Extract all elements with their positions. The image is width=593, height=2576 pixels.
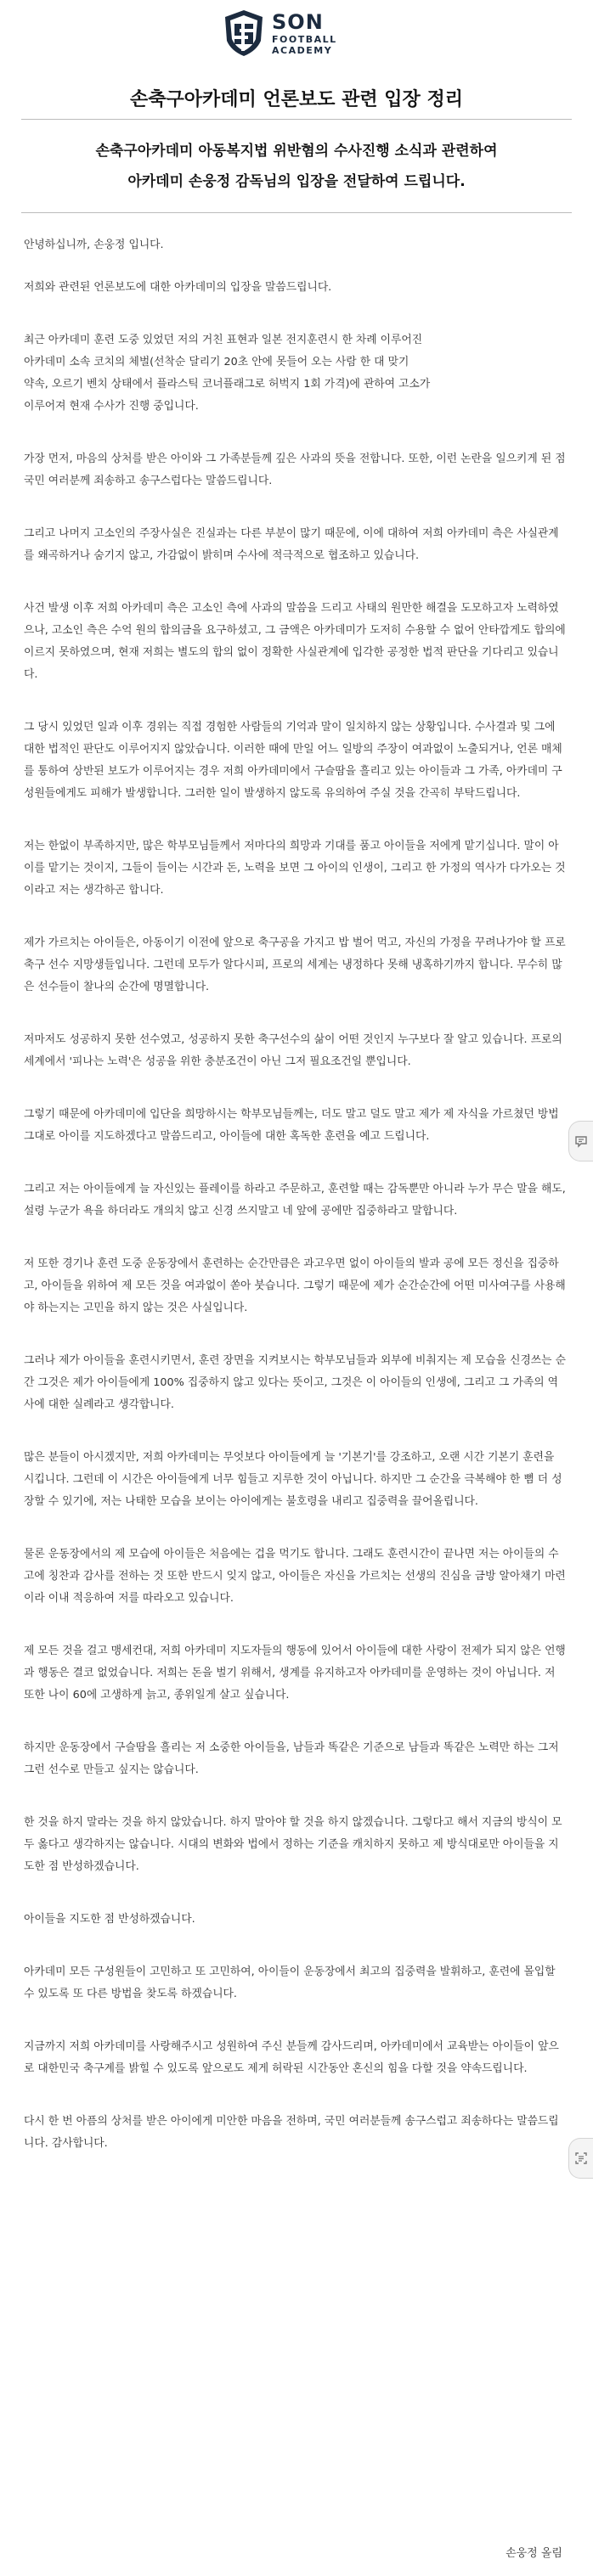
- paragraph-text: 최근 아카데미 훈련 도중 있었던 저의 거친 표현과 일본 전지훈련시 한 차례 이루어진: [24, 334, 423, 346]
- paragraph-gap: [24, 805, 568, 835]
- paragraph-text: 그리고 저는 아이들에게 늘 자신있는 플레이를 하라고 주문하고, 훈련할 때는 감독뿐만 아니라 누가 무슨 말을 해도, 설령 누군가 욕을 하더라도 개의치 않고 신경 쓰지말고 네 앞에 공에만 집중하라고 말합니다.: [24, 1183, 566, 1218]
- paragraph-text: 아카데미 소속 코치의 체벌(선착순 달리기 20초 안에 못들어 오는 사람 한 대 맞기: [24, 356, 409, 368]
- paragraph-gap: [24, 256, 568, 277]
- paragraph-text: 지금까지 저희 아카데미를 사랑해주시고 성원하여 주신 분들께 감사드리며, 아카데미에서 교육받는 아이들이 앞으로 대한민국 축구계를 밝힐 수 있도록 앞으로도 제게 허락된 시간동안 혼신의 힘을 다할 것을 약속드립니다.: [24, 2040, 559, 2075]
- paragraph-gap: [24, 1707, 568, 1737]
- statement-paragraph: [24, 1909, 568, 1931]
- statement-paragraph: [24, 2111, 568, 2155]
- statement-paragraph: [24, 1253, 568, 1319]
- statement-paragraph: [24, 234, 568, 256]
- statement-paragraph: [24, 1447, 568, 1513]
- paragraph-text: 저는 한없이 부족하지만, 많은 학부모님들께서 저마다의 희망과 기대를 품고 아이들을 저에게 맡기십니다. 말이 아이를 맡기는 것이지, 그들이 들이는 시간과 돈, 노력을 보면 그 아이의 인생이, 그리고 한 가정의 역사가 다가오는 것이라고 저는 생각하곤 합니다.: [24, 840, 566, 897]
- title-divider: [21, 119, 572, 120]
- statement-paragraph: [24, 1178, 568, 1223]
- paragraph-gap: [24, 2005, 568, 2036]
- paragraph-gap: [24, 299, 568, 329]
- statement-paragraph: [24, 277, 568, 299]
- paragraph-gap: [24, 998, 568, 1029]
- paragraph-text: 그 당시 있었던 일과 이후 경위는 직접 경험한 사람들의 기억과 말이 일치하지 않는 상황입니다. 수사결과 및 그에 대한 법적인 판단도 이루어지지 않았습니다. 이러한 때에 만일 어느 일방의 주장이 여과없이 노출되거나, 언론 매체를 통하여 상반된 보도가 이루어지는 경우 저희 아카데미에서 구슬땀을 흘리고 있는 아이들과 그 가족, 아카데미 구성원들에게도 피해가 발생합니다. 그러한 일이 발생하지 않도록 유의하여 주실 것을 간곡히 부탁드립니다.: [24, 721, 562, 800]
- paragraph-gap: [24, 1073, 568, 1104]
- statement-paragraph: [24, 717, 568, 805]
- paragraph-gap: [24, 2080, 568, 2111]
- paragraph-gap: [24, 1223, 568, 1253]
- paragraph-gap: [24, 902, 568, 932]
- paragraph-gap: [24, 1931, 568, 1961]
- paragraph-text: 저 또한 경기나 훈련 도중 운동장에서 훈련하는 순간만큼은 과고우면 없이 아이들의 발과 공에 모든 정신을 집중하고, 아이들을 위하여 제 모든 것을 여과없이 쏟아 붓습니다. 그렇기 때문에 제가 순간순간에 어떤 미사여구를 사용해야 하는지는 고민을 하지 않는 것은 사실입니다.: [24, 1257, 566, 1314]
- paragraph-gap: [24, 1513, 568, 1544]
- statement-paragraph: [24, 448, 568, 492]
- logo-line-football: FOOTBALL: [272, 33, 337, 45]
- paragraph-text: 안녕하십니까, 손웅정 입니다.: [24, 239, 164, 251]
- paragraph-gap: [24, 567, 568, 598]
- paragraph-gap: [24, 1878, 568, 1909]
- paragraph-text: 저희와 관련된 언론보도에 대한 아카데미의 입장을 말씀드립니다.: [24, 281, 332, 294]
- statement-paragraph: [24, 1544, 568, 1610]
- paragraph-gap: [24, 492, 568, 523]
- subtitle-line-1: 손축구아카데미 아동복지법 위반혐의 수사진행 소식과 관련하여: [95, 143, 498, 160]
- statement-paragraph: [24, 835, 568, 902]
- paragraph-text: 제 모든 것을 걸고 맹세컨대, 저희 아카데미 지도자들의 행동에 있어서 아이들에 대한 사랑이 전제가 되지 않은 언행과 행동은 결코 없었습니다. 저희는 돈을 벌기 위해서, 생계를 유지하고자 아카데미를 운영하는 것이 아닙니다. 저 또한 나이 60에 고생하게 늙고, 종위일게 살고 싶습니다.: [24, 1645, 566, 1701]
- paragraph-text: 저마저도 성공하지 못한 선수였고, 성공하지 못한 축구선수의 삶이 어떤 것인지 누구보다 잘 알고 있습니다. 프로의 세계에서 '피나는 노력'은 성공을 위한 충분조건이 아닌 그저 필요조건일 뿐입니다.: [24, 1033, 562, 1068]
- paragraph-text: 그렇기 때문에 아카데미에 입단을 희망하시는 학부모님들께는, 더도 말고 덜도 말고 제가 제 자식을 가르쳤던 방법 그대로 아이를 지도하겠다고 말씀드리고, 아이들에 대한 혹독한 훈련을 예고 드립니다.: [24, 1108, 559, 1143]
- statement-body: [24, 234, 568, 2155]
- subtitle-line-2: 아카데미 손웅정 감독님의 입장을 전달하여 드립니다.: [127, 173, 466, 190]
- paragraph-text: 아이들을 지도한 점 반성하겠습니다.: [24, 1913, 195, 1926]
- statement-paragraph: [24, 1812, 568, 1878]
- statement-paragraph: [24, 329, 568, 418]
- paragraph-gap: [24, 1148, 568, 1178]
- statement-paragraph: [24, 2036, 568, 2080]
- paragraph-text: 제가 가르치는 아이들은, 아동이기 이전에 앞으로 축구공을 가지고 밥 벌어 먹고, 자신의 가정을 꾸려나가야 할 프로축구 선수 지망생들입니다. 그런데 모두가 알다시피, 프로의 세계는 냉정하다 못해 냉혹하기까지 합니다. 무수히 많은 선수들이 찰나의 순간에 명멸합니다.: [24, 936, 566, 993]
- paragraph-gap: [24, 1319, 568, 1350]
- statement-paragraph: [24, 1961, 568, 2005]
- academy-logo: [223, 8, 337, 58]
- page-title: 손축구아카데미 언론보도 관련 입장 정리: [130, 89, 463, 110]
- statement-paragraph: [24, 1029, 568, 1073]
- paragraph-text: 한 것을 하지 말라는 것을 하지 않았습니다. 하지 말아야 할 것을 하지 않겠습니다. 그렇다고 해서 지금의 방식이 모두 옳다고 생각하지는 않습니다. 시대의 변화와 법에서 정하는 기준을 캐치하지 못하고 제 방식대로만 아이들을 지도한 점 반성하겠습니다.: [24, 1816, 562, 1873]
- paragraph-text: 약속, 오르기 벤치 상태에서 플라스틱 코너플래그로 허벅지 1회 가격)에 관하여 고소가: [24, 378, 431, 391]
- document-scan-icon: [574, 2151, 588, 2165]
- paragraph-gap: [24, 686, 568, 717]
- statement-paragraph: [24, 1737, 568, 1781]
- feedback-icon: [574, 1134, 588, 1148]
- paragraph-text: 그리고 나머지 고소인의 주장사실은 진실과는 다른 부분이 많기 때문에, 이에 대하여 저희 아카데미 측은 사실관계를 왜곡하거나 숨기지 않고, 가감없이 밝히며 수사에 적극적으로 협조하고 있습니다.: [24, 527, 559, 562]
- subtitle-divider: [21, 212, 572, 213]
- scan-button[interactable]: [568, 2138, 593, 2179]
- paragraph-text: 가장 먼저, 마음의 상처를 받은 아이와 그 가족분들께 깊은 사과의 뜻을 전합니다. 또한, 이런 논란을 일으키게 된 점 국민 여러분께 죄송하고 송구스럽다는 말씀드립니다.: [24, 453, 566, 487]
- logo-line-academy: ACADEMY: [272, 44, 333, 56]
- feedback-button[interactable]: [568, 1121, 593, 1161]
- paragraph-text: 이루어져 현재 수사가 진행 중입니다.: [24, 400, 199, 413]
- signature: 손웅정 올림: [505, 2547, 562, 2560]
- paragraph-text: 아카데미 모든 구성원들이 고민하고 또 고민하여, 아이들이 운동장에서 최고의 집중력을 발휘하고, 훈련에 몰입할 수 있도록 또 다른 방법을 찾도록 하겠습니다.: [24, 1966, 556, 2000]
- paragraph-gap: [24, 418, 568, 448]
- logo-line-son: SON: [272, 9, 324, 34]
- statement-paragraph: [24, 598, 568, 686]
- statement-paragraph: [24, 932, 568, 998]
- statement-subtitle: [34, 136, 559, 197]
- statement-paragraph: [24, 1104, 568, 1148]
- shield-logo-icon: [223, 8, 265, 58]
- paragraph-text: 물론 운동장에서의 제 모습에 아이들은 처음에는 겁을 먹기도 합니다. 그래도 훈련시간이 끝나면 저는 아이들의 수고에 칭찬과 감사를 전하는 것 또한 반드시 잊지 않고, 아이들은 자신을 가르치는 선생의 진심을 금방 알아채기 마련이라 이내 적응하여 저를 따라오고 있습니다.: [24, 1548, 566, 1605]
- paragraph-text: 다시 한 번 아픔의 상처를 받은 아이에게 미안한 마음을 전하며, 국민 여러분들께 송구스럽고 죄송하다는 말씀드립니다. 감사합니다.: [24, 2115, 559, 2150]
- statement-paragraph: [24, 1640, 568, 1707]
- paragraph-text: 하지만 운동장에서 구슬땀을 흘리는 저 소중한 아이들을, 남들과 똑같은 기준으로 남들과 똑같은 노력만 하는 그저 그런 선수로 만들고 싶지는 않습니다.: [24, 1741, 559, 1776]
- paragraph-text: 그러나 제가 아이들을 훈련시키면서, 훈련 장면을 지켜보시는 학부모님들과 외부에 비춰지는 제 모습을 신경쓰는 순간 그것은 제가 아이들에게 100% 집중하지 않고 있다는 뜻이고, 그것은 이 아이들의 인생에, 그리고 그 가족의 역사에 대한 실례라고 생각합니다.: [24, 1354, 566, 1411]
- paragraph-gap: [24, 1610, 568, 1640]
- statement-paragraph: [24, 523, 568, 567]
- paragraph-gap: [24, 1781, 568, 1812]
- paragraph-gap: [24, 1416, 568, 1447]
- paragraph-text: 사건 발생 이후 저희 아카데미 측은 고소인 측에 사과의 말씀을 드리고 사태의 원만한 해결을 도모하고자 노력하였으나, 고소인 측은 수억 원의 합의금을 요구하셨고, 그 금액은 아카데미가 도저히 수용할 수 없어 안타깝게도 합의에 이르지 못하였으며, 현재 저희는 별도의 합의 없이 정확한 사실관계에 입각한 공정한 법적 판단을 기다리고 있습니다.: [24, 602, 566, 681]
- statement-paragraph: [24, 1350, 568, 1416]
- paragraph-text: 많은 분들이 아시겠지만, 저희 아카데미는 무엇보다 아이들에게 늘 '기본기'를 강조하고, 오랜 시간 기본기 훈련을 시킵니다. 그런데 이 시간은 아이들에게 너무 힘들고 지루한 것이 아닙니다. 하지만 그 순간을 극복해야 한 뼘 더 성장할 수 있기에, 저는 나태한 모습을 보이는 아이에게는 불호령을 내리고 집중력을 끌어올립니다.: [24, 1451, 562, 1508]
